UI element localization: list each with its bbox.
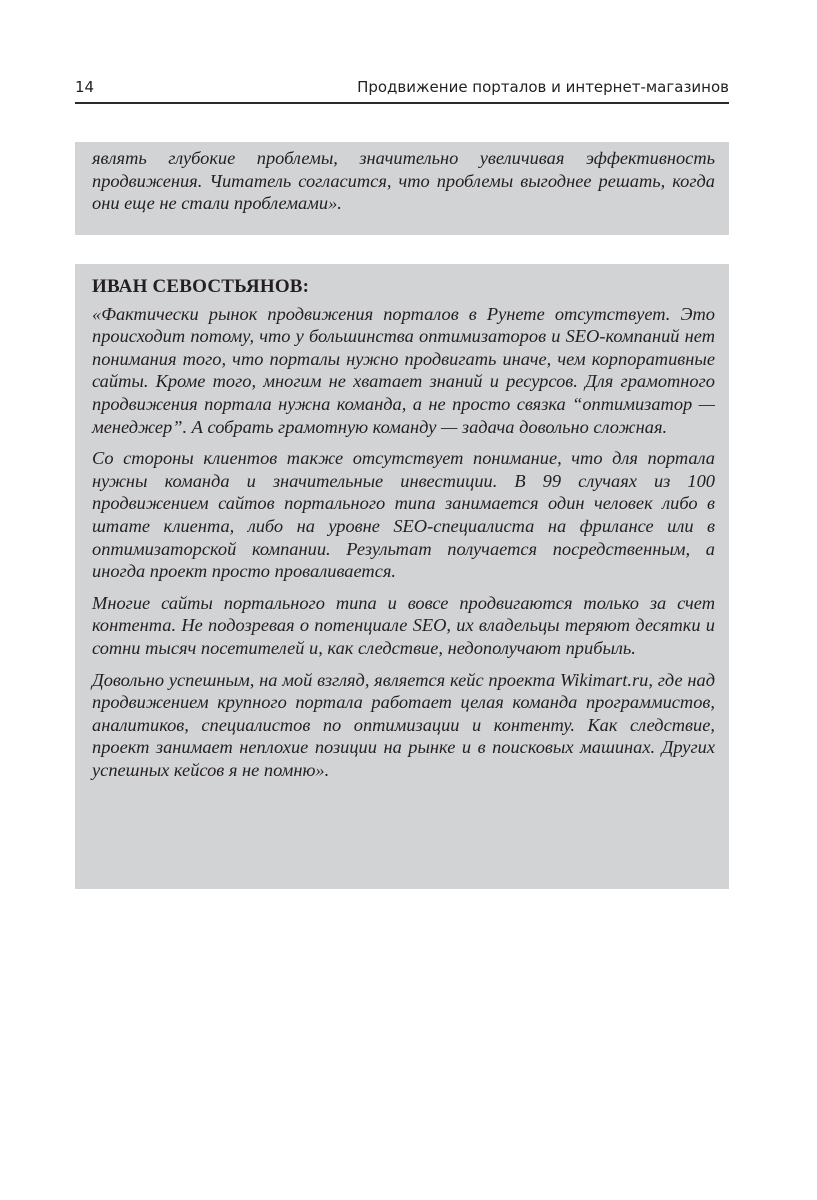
quote-paragraph: Со стороны клиентов также отсутствует понимание, что для портала нужны команда и значительные инвестиции. В 99 случаях из 100 продвижением сайтов портального типа занимается один человек либо в штате клиента, либо на уровне SEO-специалиста на фрилансе или в оптимизаторской компании. Результат получается посредственным, а иногда проект просто проваливается.: [92, 448, 715, 582]
quote-continuation-text: являть глубокие проблемы, значительно увеличивая эффективность продвижения. Читатель согласится, что проблемы выгоднее решать, когда они еще не стали проблемами».: [92, 148, 715, 214]
quote-paragraph: «Фактически рынок продвижения порталов в Рунете отсутствует. Это происходит потому, что у большинства оптимизаторов и SEO-компаний нет понимания того, что порталы нужно продвигать иначе, чем корпоративные сайты. Кроме того, многим не хватает знаний и ресурсов. Для грамотного продвижения портала нужна команда, а не просто связка “оптимизатор — менеджер”. А собрать грамотную команду — задача довольно сложная.: [92, 303, 715, 437]
quote-continuation-box: [75, 142, 729, 235]
page-number: 14: [75, 78, 95, 96]
quote-paragraph: Многие сайты портального типа и вовсе продвигаются только за счет контента. Не подозревая о потенциале SEO, их владельцы теряют десятки и сотни тысяч посетителей и, как следствие, недополучают прибыль.: [92, 592, 715, 658]
expert-quote-box: [75, 264, 729, 889]
quote-paragraph: Довольно успешным, на мой взгляд, является кейс проекта Wikimart.ru, где над продвижением крупного портала работает целая команда программистов, аналитиков, специалистов по оптимизации и контенту. Как следствие, проект занимает неплохие позиции на рынке и в поисковых машинах. Других успешных кейсов я не помню».: [92, 669, 715, 780]
header-rule: [75, 102, 729, 104]
running-title: Продвижение порталов и интернет-магазинов: [357, 78, 729, 96]
speaker-name: ИВАН СЕВОСТЬЯНОВ:: [92, 276, 310, 297]
running-header: [75, 78, 729, 96]
